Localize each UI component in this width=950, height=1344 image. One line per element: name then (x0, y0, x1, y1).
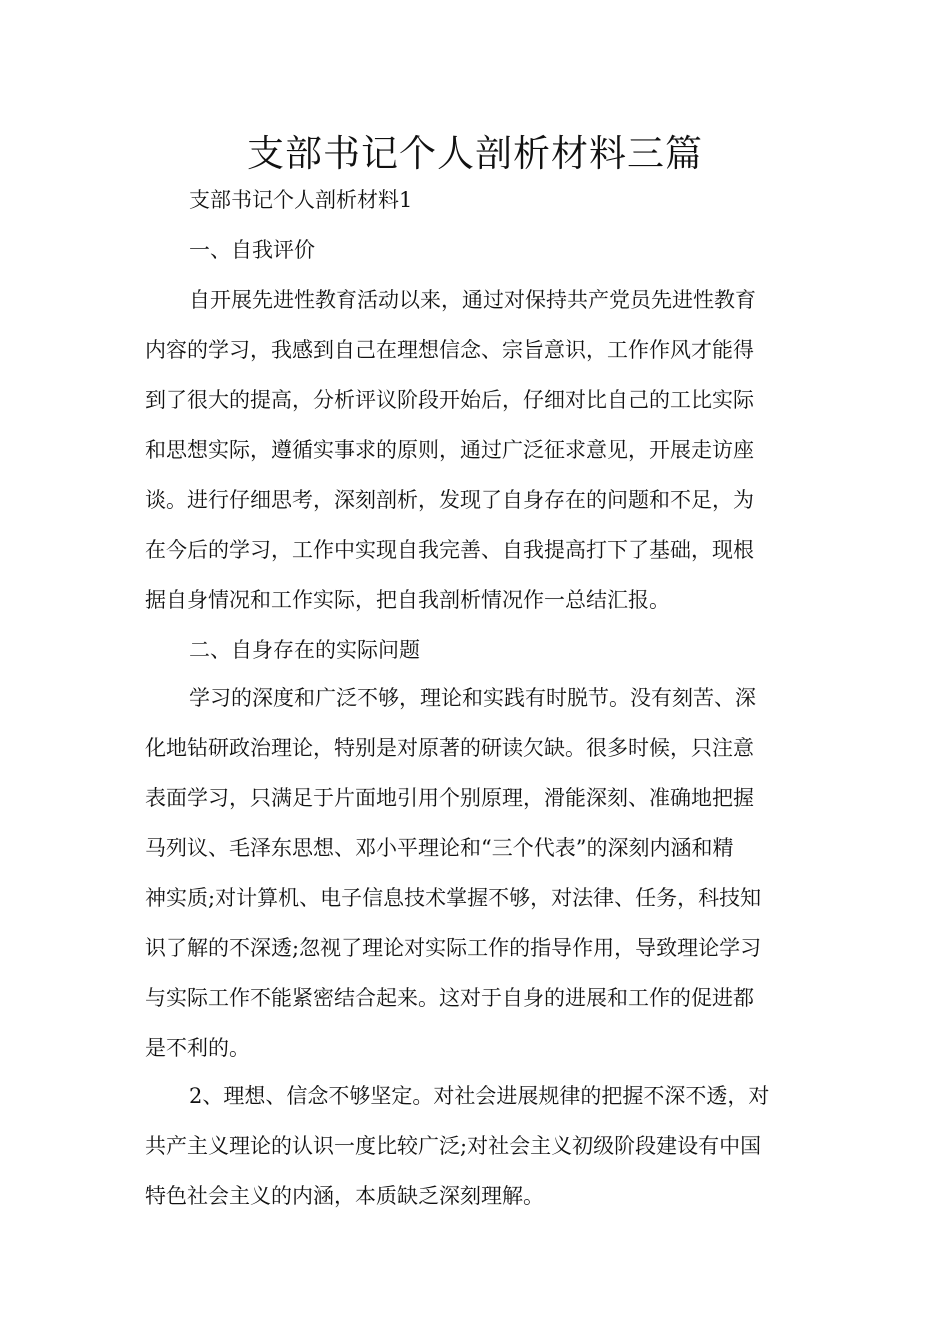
section-subtitle: 支部书记个人剖析材料1 (189, 188, 413, 212)
paragraph-line: 谈。进行仔细思考，深刻剖析，发现了自身存在的问题和不足，为 (145, 488, 754, 512)
paragraph-line: 特色社会主义的内涵，本质缺乏深刻理解。 (145, 1184, 544, 1208)
paragraph-line: 是不利的。 (145, 1036, 250, 1060)
paragraph-line: 学习的深度和广泛不够，理论和实践有时脱节。没有刻苦、深 (189, 686, 756, 710)
paragraph-line: 到了很大的提高，分析评议阶段开始后，仔细对比自己的工比实际 (145, 388, 754, 412)
paragraph-line: 马列议、毛泽东思想、邓小平理论和“三个代表”的深刻内涵和精 (145, 836, 734, 860)
section-heading-1: 一、自我评价 (189, 238, 315, 262)
paragraph-line: 和思想实际，遵循实事求的原则，通过广泛征求意见，开展走访座 (145, 438, 754, 462)
paragraph-line: 神实质;对计算机、电子信息技术掌握不够，对法律、任务，科技知 (145, 886, 762, 910)
paragraph-line: 共产主义理论的认识一度比较广泛;对社会主义初级阶段建设有中国 (145, 1134, 762, 1158)
document-title: 支部书记个人剖析材料三篇 (247, 132, 703, 175)
paragraph-line: 与实际工作不能紧密结合起来。这对于自身的进展和工作的促进都 (145, 986, 754, 1010)
paragraph-line: 据自身情况和工作实际，把自我剖析情况作一总结汇报。 (145, 588, 670, 612)
paragraph-line: 在今后的学习，工作中实现自我完善、自我提高打下了基础，现根 (145, 538, 754, 562)
paragraph-line: 自开展先进性教育活动以来，通过对保持共产党员先进性教育 (189, 288, 756, 312)
paragraph-line: 识了解的不深透;忽视了理论对实际工作的指导作用，导致理论学习 (145, 936, 762, 960)
paragraph-line: 化地钻研政治理论，特别是对原著的研读欠缺。很多时候，只注意 (145, 736, 754, 760)
paragraph-line: 2、理想、信念不够坚定。对社会进展规律的把握不深不透，对 (189, 1084, 770, 1108)
paragraph-line: 内容的学习，我感到自己在理想信念、宗旨意识，工作作风才能得 (145, 338, 754, 362)
section-heading-2: 二、自身存在的实际问题 (189, 638, 420, 662)
paragraph-line: 表面学习，只满足于片面地引用个别原理，滑能深刻、准确地把握 (145, 786, 754, 810)
